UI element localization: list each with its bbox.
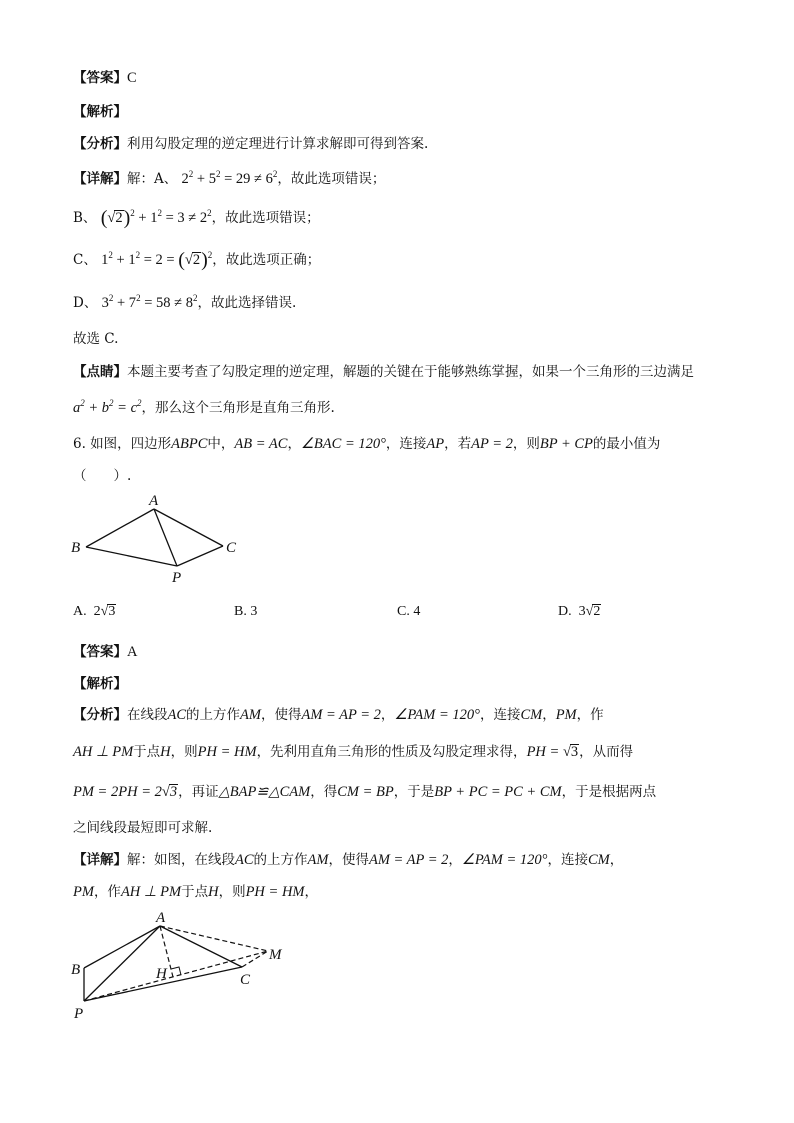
label-m: M	[269, 947, 282, 963]
label-c: C	[226, 540, 237, 556]
math: PM	[555, 707, 577, 723]
answer-tag: 【答案】	[73, 70, 127, 86]
math-ap: AP	[426, 436, 445, 452]
q6-answer-line	[73, 640, 137, 661]
option-c[interactable]	[397, 604, 420, 620]
q5-detail-d	[73, 291, 296, 312]
stem-text: 6. 如图，四边形	[73, 436, 172, 452]
math: AH ⊥ PM	[120, 884, 182, 900]
math: AC	[235, 852, 254, 868]
fenxi-tag: 【分析】	[73, 136, 127, 152]
q6-fenxi-2	[73, 740, 633, 761]
math: PH = HM	[197, 744, 257, 760]
label-h: H	[156, 966, 167, 982]
math: CM	[520, 707, 543, 723]
math: H	[160, 744, 171, 760]
c-label: C、	[73, 252, 97, 268]
detail-tag: 【详解】	[73, 852, 127, 868]
text: ，从而得	[579, 744, 634, 760]
figure-construction-abpcm	[60, 905, 300, 1025]
option-d[interactable]: D. 3√2	[558, 604, 601, 619]
label-p: P	[74, 1006, 84, 1022]
b-label: B、	[73, 210, 97, 226]
segment-bp	[86, 547, 177, 566]
text: 解：如图，在线段	[127, 852, 235, 868]
q6-fenxi-4: 之间线段最短即可求解.	[73, 820, 213, 836]
math-bp-cp: BP + CP	[539, 436, 593, 452]
figure-quadrilateral-abpc	[60, 490, 260, 590]
answer-value: A	[127, 644, 138, 660]
stem-text: 的最小值为	[592, 436, 661, 452]
d-label: D、	[73, 295, 98, 311]
label-a: A	[149, 493, 159, 509]
fenxi-text: 利用勾股定理的逆定理进行计算求解即可得到答案.	[127, 136, 429, 152]
text: ，则	[218, 884, 246, 900]
math-ab-ac: AB = AC	[234, 436, 288, 452]
stem-text: ，	[287, 436, 301, 452]
text: 于点	[133, 744, 161, 760]
text: ，	[304, 884, 318, 900]
q5-dianjing-2	[73, 396, 335, 417]
option-b[interactable]	[234, 604, 257, 620]
dianjing-tag: 【点睛】	[73, 364, 127, 380]
math: AC	[167, 707, 187, 723]
math-d: $3^2 + 7^2 = 58 \ne 8^2$	[101, 293, 198, 311]
segment-cm-dashed	[242, 951, 268, 967]
label-p: P	[172, 570, 182, 586]
q5-analysis-tag: 【解析】	[73, 104, 127, 120]
math: △BAP≌△CAM	[218, 784, 311, 800]
q5-dianjing-1	[73, 360, 694, 380]
q5-detail-b	[73, 206, 320, 230]
a-tail: ，故此选项错误；	[277, 171, 386, 187]
q5-fenxi	[73, 132, 428, 152]
math-abpc: ABPC	[171, 436, 208, 452]
b-tail: ，故此选项错误；	[211, 210, 320, 226]
dianjing-text-1: 本题主要考查了勾股定理的逆定理，解题的关键在于能够熟练掌握，如果一个三角形的三边满足	[127, 364, 694, 380]
detail-tag: 【详解】	[73, 171, 127, 187]
text: ，于是	[393, 784, 435, 800]
text: 在线段	[127, 707, 168, 723]
q6-stem-2: （ ）.	[73, 468, 132, 484]
option-value: 3	[250, 604, 258, 619]
answer-value: C	[127, 70, 137, 86]
text: ，	[609, 852, 624, 868]
math-a: $2^2 + 5^2 = 29 \ne 6^2$	[181, 169, 278, 187]
text: ，	[448, 852, 462, 868]
text: ，得	[310, 784, 338, 800]
q6-analysis-tag: 【解析】	[73, 676, 127, 692]
option-label: C.	[397, 604, 410, 619]
label-b: B	[71, 962, 81, 978]
math-b: $(√2)^2 + 1^2 = 3 \ne 2^2$	[100, 207, 212, 229]
text: ，则	[170, 744, 198, 760]
text: 于点	[181, 884, 209, 900]
q6-detail-2	[73, 880, 318, 901]
segment-ac	[160, 926, 242, 967]
math: AH ⊥ PM	[73, 744, 134, 760]
math: PM = 2PH = 2√3	[73, 784, 178, 800]
option-a[interactable]: A. 2√3	[73, 604, 116, 619]
label-a: A	[156, 910, 166, 926]
segment-ab	[86, 509, 154, 547]
option-value: 4	[413, 604, 421, 619]
option-label: B.	[234, 604, 247, 619]
math: PM	[73, 884, 94, 900]
text: ，使得	[328, 852, 369, 868]
math: H	[208, 884, 219, 900]
segment-ac	[154, 509, 223, 546]
q6-fenxi-3	[73, 780, 656, 801]
stem-text: 中，	[207, 436, 235, 452]
math-angle-bac: ∠BAC = 120°	[300, 436, 386, 452]
dianjing-text-2: ，那么这个三角形是直角三角形.	[141, 400, 335, 416]
segment-ab	[84, 926, 160, 968]
text: 的上方作	[253, 852, 308, 868]
q5-detail-c	[73, 248, 320, 272]
stem-text: ，连接	[385, 436, 427, 452]
text: ，连接	[479, 707, 521, 723]
math: AM = AP = 2	[301, 707, 381, 723]
math: PH = HM	[245, 884, 305, 900]
text: ，使得	[260, 707, 302, 723]
answer-tag: 【答案】	[73, 644, 127, 660]
c-tail: ，故此选项正确；	[212, 252, 321, 268]
math: CM	[587, 852, 610, 868]
text: 的上方作	[186, 707, 241, 723]
text: ，作	[93, 884, 121, 900]
text: ，	[380, 707, 395, 723]
stem-text: ，则	[512, 436, 540, 452]
math: AM	[307, 852, 329, 868]
math: AM	[240, 707, 261, 723]
q6-stem-1	[73, 432, 660, 453]
text: ，	[542, 707, 556, 723]
math: AM = AP = 2	[368, 852, 449, 868]
option-label: D.	[558, 604, 572, 619]
option-label: A.	[73, 604, 87, 619]
detail-intro: 解：A、	[127, 171, 178, 187]
stem-text: ，若	[444, 436, 472, 452]
q6-fenxi-1	[73, 703, 604, 724]
math-pythag: $a^2 + b^2 = c^2$	[73, 398, 142, 416]
text: ，先利用直角三角形的性质及勾股定理求得，	[256, 744, 527, 760]
q6-detail-1	[73, 848, 623, 869]
math-ap-2: AP = 2	[471, 436, 513, 452]
q5-answer-line	[73, 66, 137, 87]
math: ∠PAM = 120°	[461, 852, 548, 868]
text: ，连接	[547, 852, 588, 868]
math: √3	[562, 744, 579, 760]
label-b: B	[71, 540, 81, 556]
label-c: C	[240, 972, 251, 988]
text: ，再证	[178, 784, 219, 800]
segment-ap	[84, 926, 160, 1001]
segment-ap	[154, 509, 177, 566]
fenxi-tag: 【分析】	[73, 707, 127, 723]
text: ，作	[576, 707, 604, 723]
math-c: $1^2 + 1^2 = 2 = (√2)^2$	[101, 249, 213, 271]
text: ，于是根据两点	[561, 784, 657, 800]
segment-pc	[177, 546, 223, 566]
q5-choose: 故选 C.	[73, 331, 119, 347]
math: CM = BP	[337, 784, 394, 800]
math: ∠PAM = 120°	[394, 707, 480, 723]
q5-detail-a	[73, 167, 385, 188]
segment-am-dashed	[160, 926, 268, 951]
d-tail: ，故此选择错误.	[197, 295, 297, 311]
math: BP + PC = PC + CM	[434, 784, 562, 800]
math: PH =	[526, 744, 563, 760]
